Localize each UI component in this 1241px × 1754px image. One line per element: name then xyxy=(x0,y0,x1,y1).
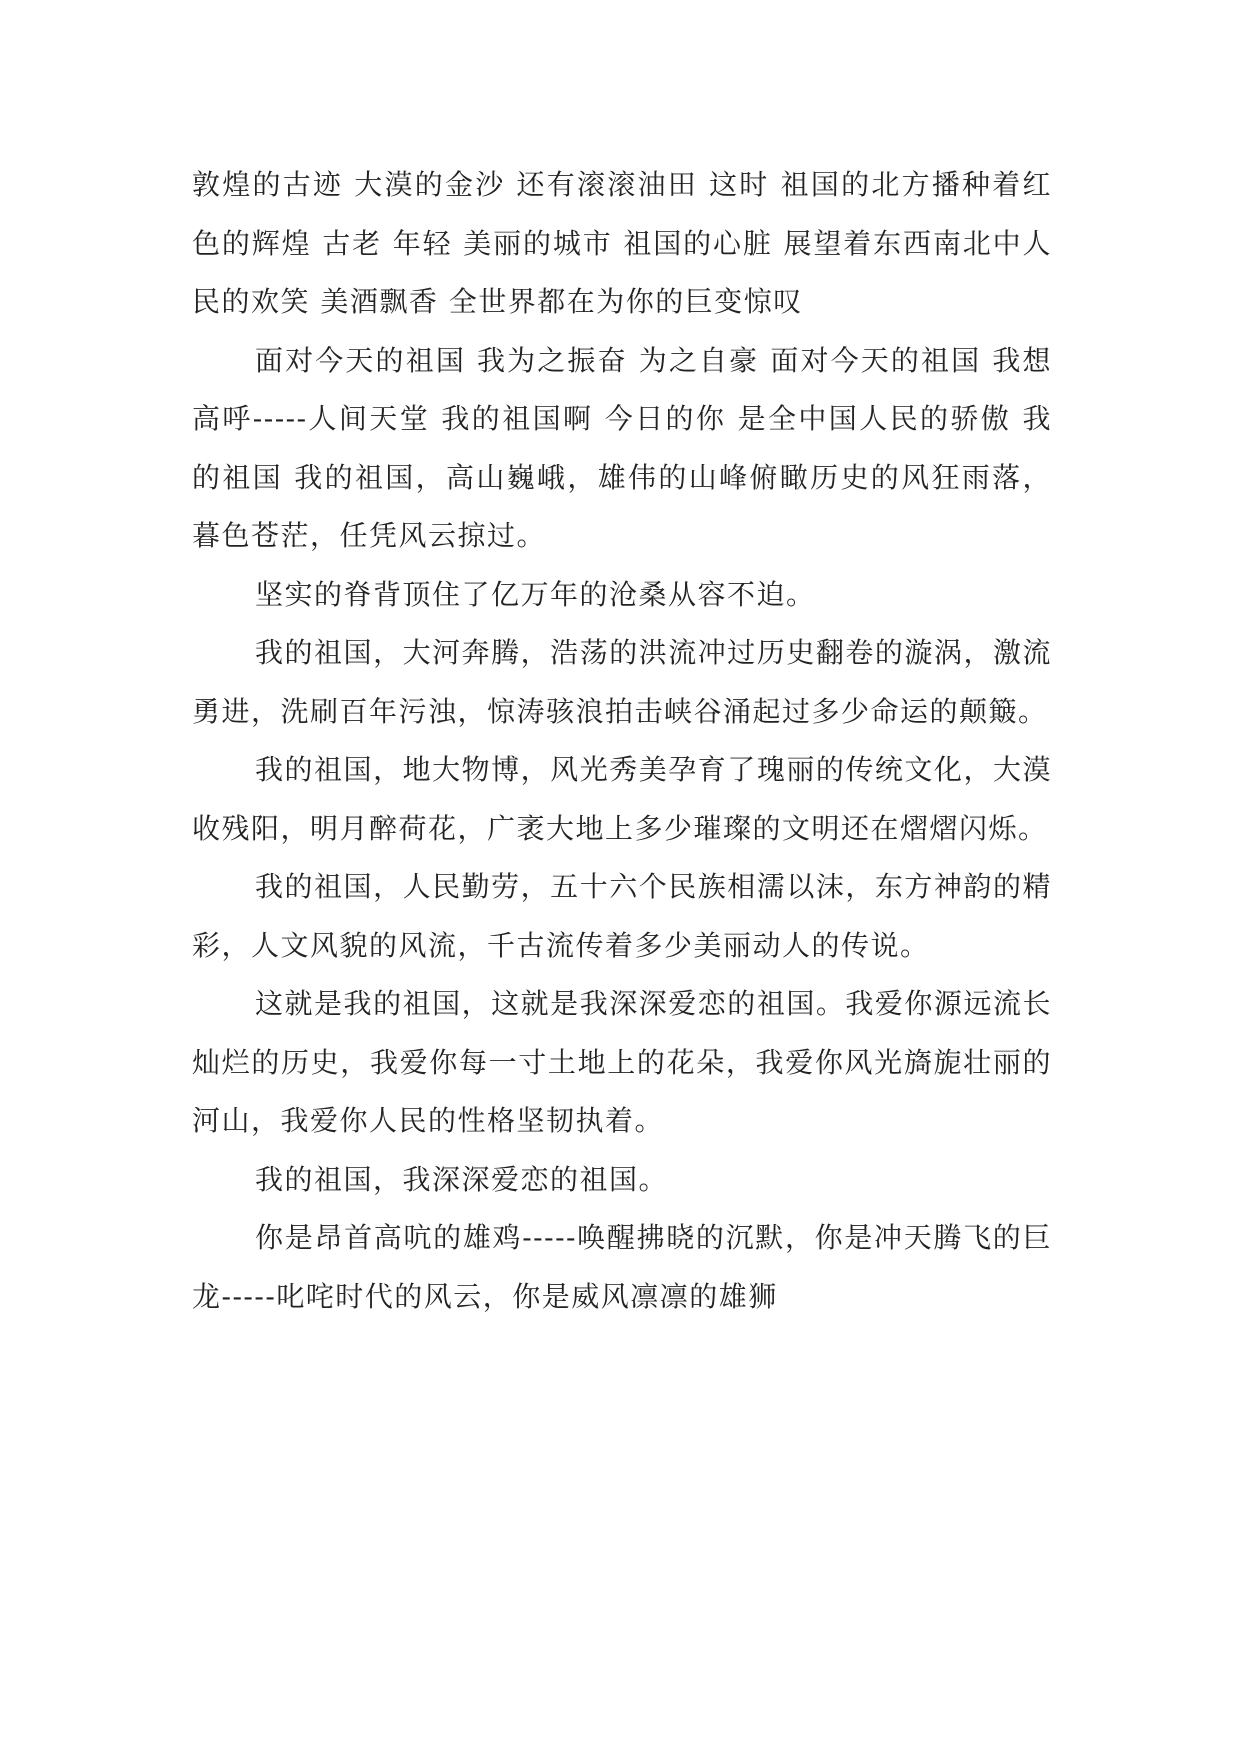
paragraph-4: 我的祖国，大河奔腾，浩荡的洪流冲过历史翻卷的漩涡，激流勇进，洗刷百年污浊，惊涛骇浪拍击峡谷涌起过多少命运的颠簸。 xyxy=(192,636,1052,728)
paragraph-6: 我的祖国，人民勤劳，五十六个民族相濡以沫，东方神韵的精彩，人文风貌的风流，千古流传着多少美丽动人的传说。 xyxy=(192,870,1052,962)
paragraph-8: 我的祖国，我深深爱恋的祖国。 xyxy=(255,1162,669,1196)
paragraph-2: 面对今天的祖国 我为之振奋 为之自豪 面对今天的祖国 我想高呼-----人间天堂 我的祖国啊 今日的你 是全中国人民的骄傲 我的祖国 我的祖国，高山巍峨，雄伟的山峰俯瞰历史的风狂雨落，暮色苍茫，任凭风云掠过。 xyxy=(192,343,1052,552)
paragraph-3: 坚实的脊背顶住了亿万年的沧桑从容不迫。 xyxy=(255,577,816,611)
paragraph-9: 你是昂首高吭的雄鸡-----唤醒拂晓的沉默，你是冲天腾飞的巨龙-----叱咤时代的风云，你是威风凛凛的雄狮 xyxy=(192,1221,1052,1313)
paragraph-1: 敦煌的古迹 大漠的金沙 还有滚滚油田 这时 祖国的北方播种着红色的辉煌 古老 年轻 美丽的城市 祖国的心脏 展望着东西南北中人民的欢笑 美酒飘香 全世界都在为你的巨变惊叹 xyxy=(192,168,1052,318)
paragraph-7: 这就是我的祖国，这就是我深深爱恋的祖国。我爱你源远流长灿烂的历史，我爱你每一寸土地上的花朵，我爱你风光旖旎壮丽的河山，我爱你人民的性格坚韧执着。 xyxy=(192,987,1052,1137)
paragraph-5: 我的祖国，地大物博，风光秀美孕育了瑰丽的传统文化，大漠收残阳，明月醉荷花，广袤大地上多少璀璨的文明还在熠熠闪烁。 xyxy=(192,753,1052,845)
document-body xyxy=(192,156,1052,1326)
